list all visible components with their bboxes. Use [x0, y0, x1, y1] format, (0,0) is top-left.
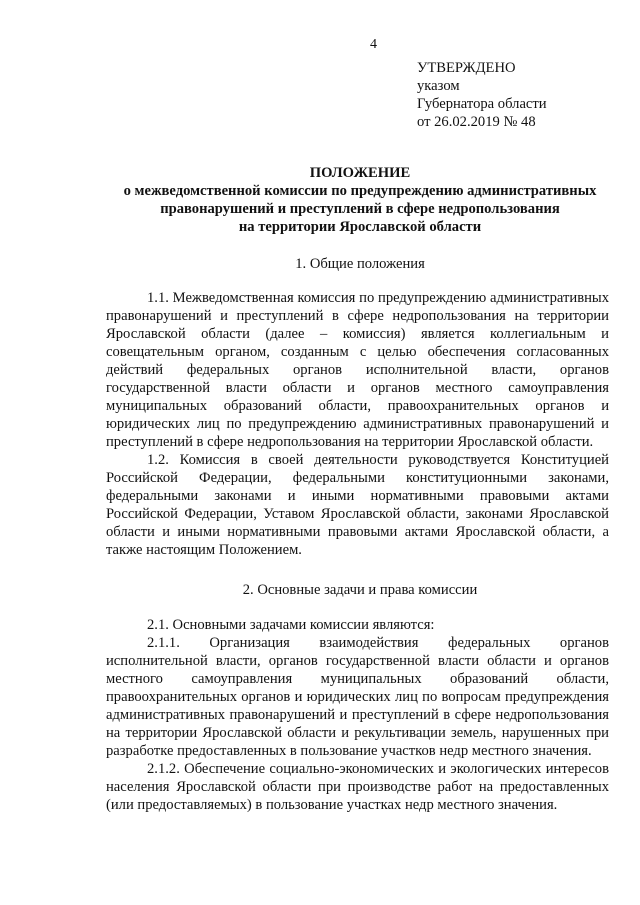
approval-line: Губернатора области [417, 96, 547, 112]
section-heading-1: 1. Общие положения [295, 256, 425, 272]
section-heading-2: 2. Основные задачи и права комиссии [242, 582, 478, 598]
section-1-body [106, 289, 609, 559]
paragraph-2-1-1: 2.1.1. Организация взаимодействия федеральных органов исполнительной власти, органов государственной власти области и органов местного самоуправления муниципальных образований области, правоохранительных органов и юридических лиц по вопросам предупреждения административных правонарушений и преступлений в сфере недропользования на территории Ярославской области и рекультивации земель, нарушенных при разработке предоставленных в пользование участков недр местного значения. [106, 635, 609, 759]
title-line: на территории Ярославской области [238, 219, 482, 235]
title-line: о межведомственной комиссии по предупреждению административных [123, 183, 597, 199]
title-line: правонарушений и преступлений в сфере недропользования [160, 201, 560, 217]
paragraph-2-1-2: 2.1.2. Обеспечение социально-экономических и экологических интересов населения Ярославской области при производстве работ на предоставленных (или предоставляемых) в пользование участках недр местного значения. [106, 761, 609, 813]
paragraph-2-1: 2.1. Основными задачами комиссии являются: [147, 617, 435, 633]
paragraph-1-2: 1.2. Комиссия в своей деятельности руководствуется Конституцией Российской Федерации, федеральными конституционными законами, федеральными законами и иными нормативными правовыми актами Российской Федерации, Уставом Ярославской области, законами Ярославской области и иными нормативными правовыми актами Ярославской области, а также настоящим Положением. [106, 452, 609, 558]
approval-line: указом [417, 78, 460, 94]
section-2-body [106, 616, 609, 814]
approval-stamp [417, 59, 547, 131]
title-line: ПОЛОЖЕНИЕ [309, 165, 411, 181]
document-title [100, 164, 620, 236]
approval-line: от 26.02.2019 № 48 [417, 114, 536, 130]
paragraph-1-1: 1.1. Межведомственная комиссия по предупреждению административных правонарушений и преступлений в сфере недропользования на территории Ярославской области (далее – комиссия) является коллегиальным и совещательным органом, созданным с целью обеспечения согласованных действий федеральных органов исполнительной власти, органов государственной власти области и органов местного самоуправления муниципальных образований области, правоохранительных органов и юридических лиц по предупреждению административных правонарушений и преступлений в сфере недропользования на территории Ярославской области. [106, 290, 609, 450]
page-number: 4 [370, 37, 377, 52]
approval-line: УТВЕРЖДЕНО [417, 60, 516, 76]
